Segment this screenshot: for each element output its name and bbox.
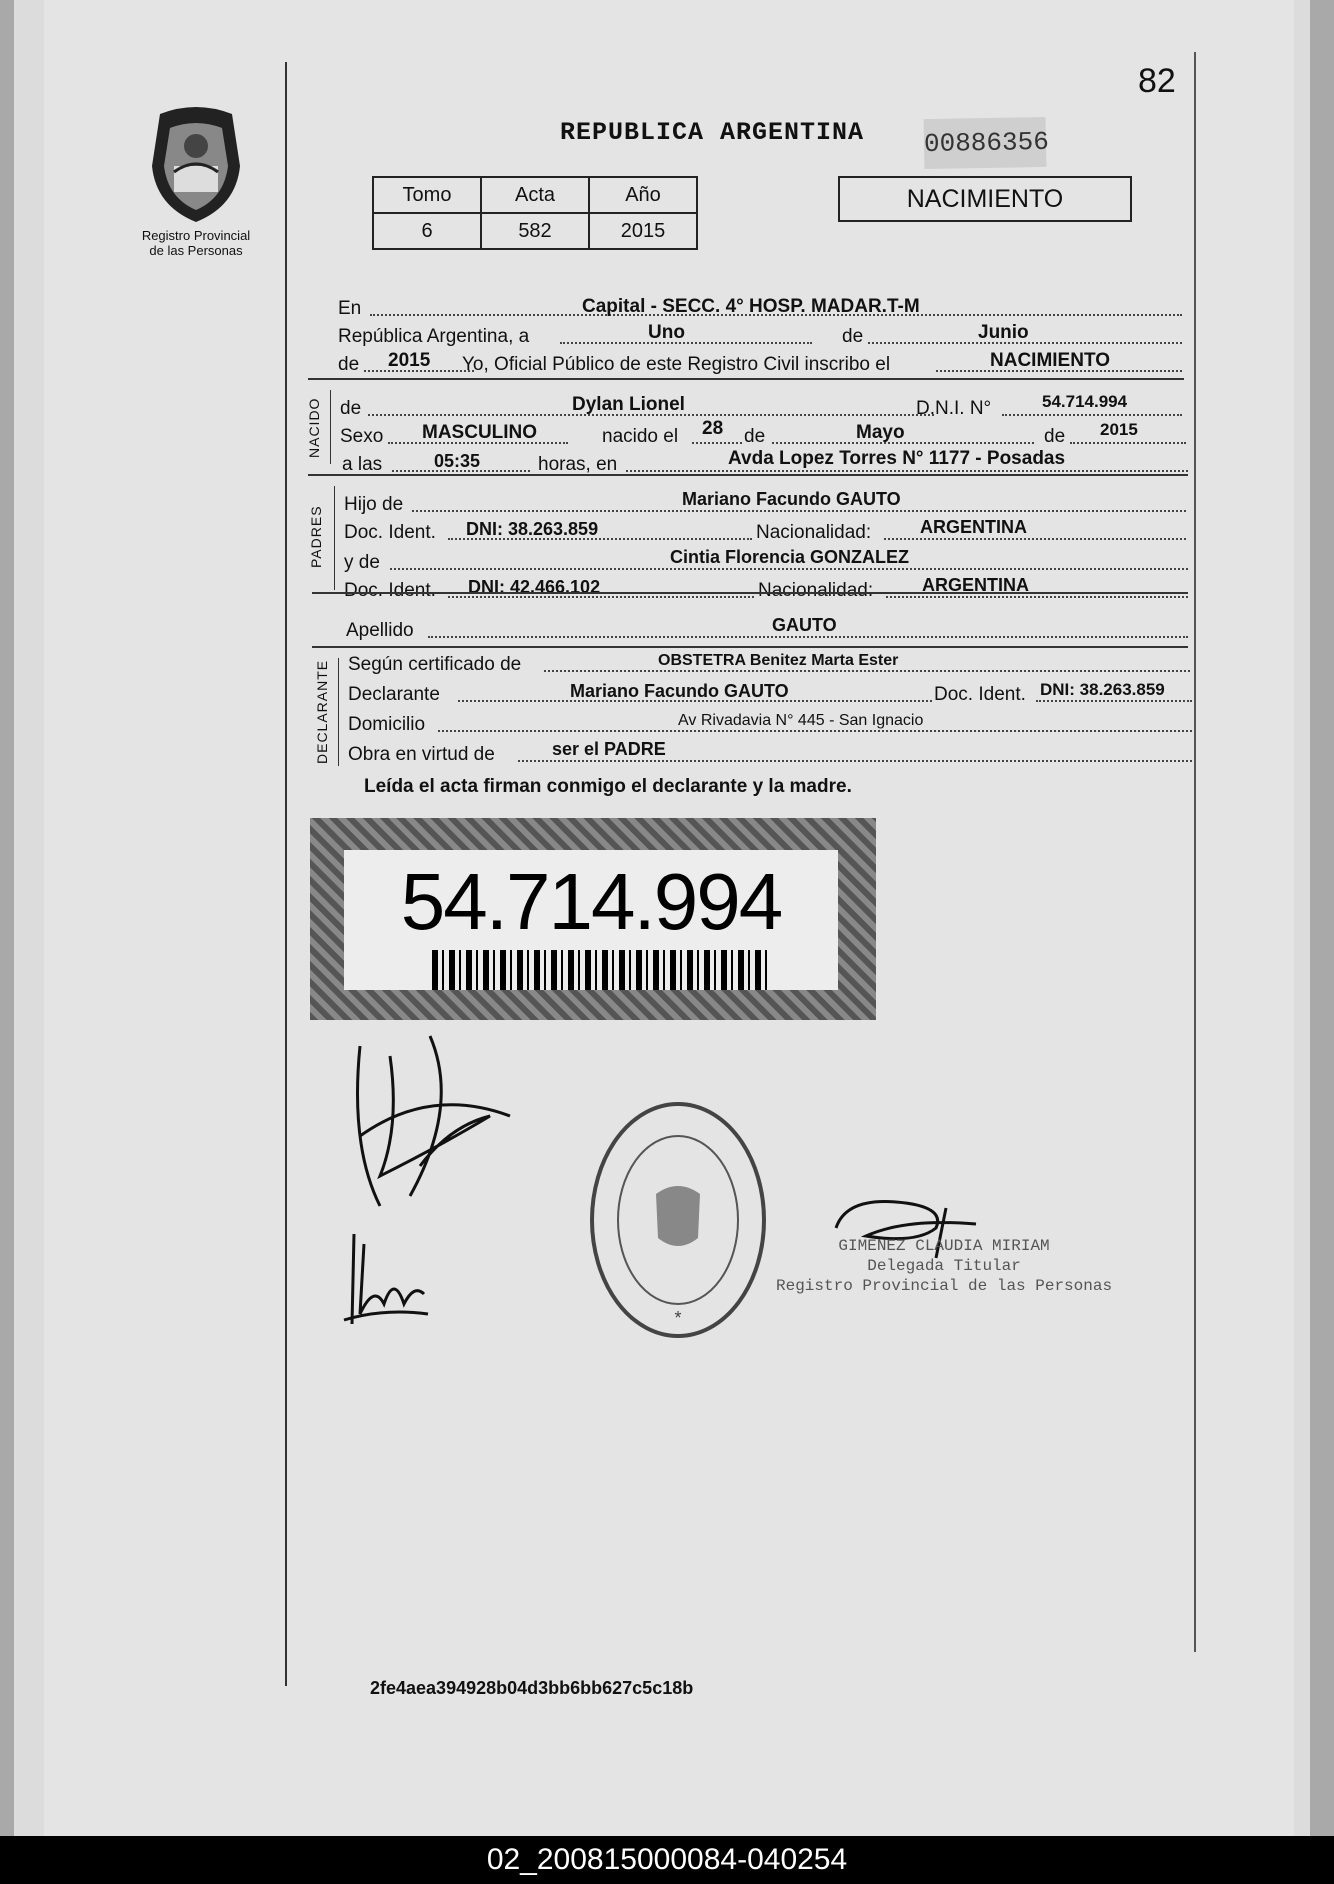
domicilio-label: Domicilio bbox=[348, 714, 426, 735]
dotted-line bbox=[1036, 700, 1192, 702]
birth-year-value: 2015 bbox=[1100, 420, 1138, 439]
declarante-address-value: Av Rivadavia N° 445 - San Ignacio bbox=[678, 712, 924, 729]
registrar-office: Registro Provincial de las Personas bbox=[776, 1277, 1113, 1295]
reference-header-row bbox=[373, 177, 697, 213]
apellido-row bbox=[346, 614, 1188, 642]
declarante-label: Declarante bbox=[348, 684, 440, 705]
mother-doc-value: DNI: 42.466.102 bbox=[468, 577, 601, 597]
cert-value: OBSTETRA Benitez Marta Ester bbox=[658, 652, 899, 669]
father-nationality-value: ARGENTINA bbox=[920, 517, 1027, 537]
intro-row-act bbox=[338, 348, 1182, 376]
svg-text:*: * bbox=[674, 1308, 682, 1328]
act-type-box: NACIMIENTO bbox=[838, 176, 1132, 222]
dni-sticker bbox=[310, 818, 876, 1020]
reference-value-row bbox=[373, 213, 697, 249]
official-text: Yo, Oficial Público de este Registro Civil inscribo el bbox=[462, 354, 891, 375]
logo-caption-line2: de las Personas bbox=[149, 243, 243, 258]
logo-caption-line1: Registro Provincial bbox=[141, 228, 251, 243]
nacido-label: nacido el bbox=[602, 426, 679, 447]
closing-statement: Leída el acta firman conmigo el declarante y la madre. bbox=[364, 776, 852, 797]
header-tomo: Tomo bbox=[373, 177, 481, 213]
nacido-section-label: NACIDO bbox=[306, 397, 322, 458]
mother-name-value: Cintia Florencia GONZALEZ bbox=[670, 547, 910, 567]
sexo-value: MASCULINO bbox=[422, 422, 538, 443]
place-value: Capital - SECC. 4° HOSP. MADAR.T-M bbox=[582, 296, 920, 317]
father-doc-value: DNI: 38.263.859 bbox=[466, 519, 599, 539]
declarante-row-address bbox=[348, 708, 1192, 736]
document-hash: 2fe4aea394928b04d3bb6bb627c5c18b bbox=[370, 1678, 694, 1698]
scan-id-footer: 02_200815000084-040254 bbox=[0, 1836, 1334, 1884]
y-de-label: y de bbox=[344, 552, 380, 573]
padres-section-label: PADRES bbox=[308, 505, 324, 568]
de-label: de bbox=[744, 426, 766, 447]
sexo-label: Sexo bbox=[340, 426, 384, 447]
de-label: de bbox=[1044, 426, 1066, 447]
birth-address-value: Avda Lopez Torres N° 1177 - Posadas bbox=[728, 448, 1066, 469]
birth-time-value: 05:35 bbox=[434, 451, 481, 471]
a-las-label: a las bbox=[342, 454, 383, 475]
value-tomo: 6 bbox=[373, 213, 481, 249]
dotted-line bbox=[1070, 442, 1186, 444]
obra-label: Obra en virtud de bbox=[348, 744, 495, 765]
intro-separator bbox=[308, 378, 1184, 380]
page-number: 82 bbox=[1138, 62, 1176, 100]
registry-reference-table bbox=[372, 176, 698, 250]
birth-month-value: Mayo bbox=[856, 422, 905, 443]
nacido-row-birth bbox=[340, 420, 1186, 448]
padres-row-mother bbox=[344, 546, 1188, 574]
birth-day-value: 28 bbox=[702, 418, 724, 439]
registrar-stamp-text bbox=[776, 1236, 1112, 1296]
serial-number-stamp: 00886356 bbox=[924, 117, 1047, 169]
logo-caption bbox=[126, 228, 266, 258]
dni-label: D.N.I. N° bbox=[916, 398, 992, 419]
apellido-label: Apellido bbox=[346, 620, 414, 641]
day-word-value: Uno bbox=[648, 322, 685, 343]
act-value: NACIMIENTO bbox=[990, 350, 1110, 371]
dotted-line bbox=[518, 760, 1192, 762]
child-name-value: Dylan Lionel bbox=[572, 394, 685, 415]
nacido-row-name bbox=[340, 392, 1182, 420]
de-label: de bbox=[340, 398, 362, 419]
de-label: de bbox=[842, 326, 864, 347]
father-name-value: Mariano Facundo GAUTO bbox=[682, 489, 901, 509]
obra-value: ser el PADRE bbox=[552, 739, 666, 759]
intro-row-date bbox=[338, 320, 1182, 348]
dotted-line bbox=[428, 636, 1188, 638]
doc-label: Doc. Ident. bbox=[934, 684, 1026, 705]
misiones-coat-of-arms-logo bbox=[140, 106, 252, 226]
padres-row-father-doc bbox=[344, 516, 1186, 544]
doc-label: Doc. Ident. bbox=[344, 580, 436, 601]
nacionalidad-label: Nacionalidad: bbox=[758, 580, 874, 601]
dni-sticker-label bbox=[344, 850, 838, 990]
intro-row-place bbox=[338, 292, 1182, 320]
document-title: REPUBLICA ARGENTINA bbox=[560, 118, 865, 147]
mother-nationality-value: ARGENTINA bbox=[922, 575, 1029, 595]
official-stamp bbox=[586, 1098, 770, 1342]
cert-label: Según certificado de bbox=[348, 654, 522, 675]
right-margin-line bbox=[1194, 52, 1196, 1652]
year-value: 2015 bbox=[388, 350, 431, 371]
declarante-doc-value: DNI: 38.263.859 bbox=[1040, 680, 1165, 699]
header-anio: Año bbox=[589, 177, 697, 213]
padres-row-mother-doc bbox=[344, 574, 1188, 602]
value-acta: 582 bbox=[481, 213, 589, 249]
republic-label: República Argentina, a bbox=[338, 326, 530, 347]
declarante-bracket bbox=[338, 658, 339, 766]
value-anio: 2015 bbox=[589, 213, 697, 249]
doc-label: Doc. Ident. bbox=[344, 522, 436, 543]
en-label: En bbox=[338, 298, 362, 319]
dotted-line bbox=[626, 470, 1188, 472]
padres-separator bbox=[312, 592, 1188, 594]
declarante-section-label: DECLARANTE bbox=[314, 659, 330, 764]
dni-sticker-number: 54.714.994 bbox=[400, 857, 782, 946]
barcode bbox=[432, 950, 768, 990]
dotted-line bbox=[438, 730, 1192, 732]
registrar-title: Delegada Titular bbox=[867, 1257, 1021, 1275]
declarante-row-name bbox=[348, 678, 1192, 706]
nacionalidad-label: Nacionalidad: bbox=[756, 522, 872, 543]
declarante-row-cert bbox=[348, 648, 1190, 676]
child-dni-value: 54.714.994 bbox=[1042, 392, 1128, 411]
declarant-signature bbox=[340, 1026, 520, 1226]
horas-label: horas, en bbox=[538, 454, 618, 475]
nacido-row-time bbox=[342, 448, 1188, 476]
header-acta: Acta bbox=[481, 177, 589, 213]
dotted-line bbox=[692, 442, 742, 444]
declarante-name-value: Mariano Facundo GAUTO bbox=[570, 681, 789, 701]
padres-bracket bbox=[334, 486, 335, 590]
declarante-row-obra bbox=[348, 738, 1192, 766]
apellido-value: GAUTO bbox=[772, 615, 837, 635]
dotted-line bbox=[544, 670, 1190, 672]
mother-signature bbox=[334, 1224, 430, 1334]
dotted-line bbox=[884, 538, 1186, 540]
nacido-separator bbox=[308, 474, 1188, 476]
dotted-line bbox=[1002, 414, 1182, 416]
left-margin-line bbox=[285, 62, 287, 1686]
dotted-line bbox=[560, 342, 812, 344]
nacido-bracket bbox=[330, 390, 331, 464]
registrar-name: GIMENEZ CLAUDIA MIRIAM bbox=[838, 1237, 1050, 1255]
de2-label: de bbox=[338, 354, 360, 375]
dotted-line bbox=[390, 568, 1188, 570]
dotted-line bbox=[412, 510, 1186, 512]
padres-row-father bbox=[344, 488, 1186, 516]
month-value: Junio bbox=[978, 322, 1029, 343]
dotted-line bbox=[886, 596, 1188, 598]
hijo-label: Hijo de bbox=[344, 494, 404, 515]
